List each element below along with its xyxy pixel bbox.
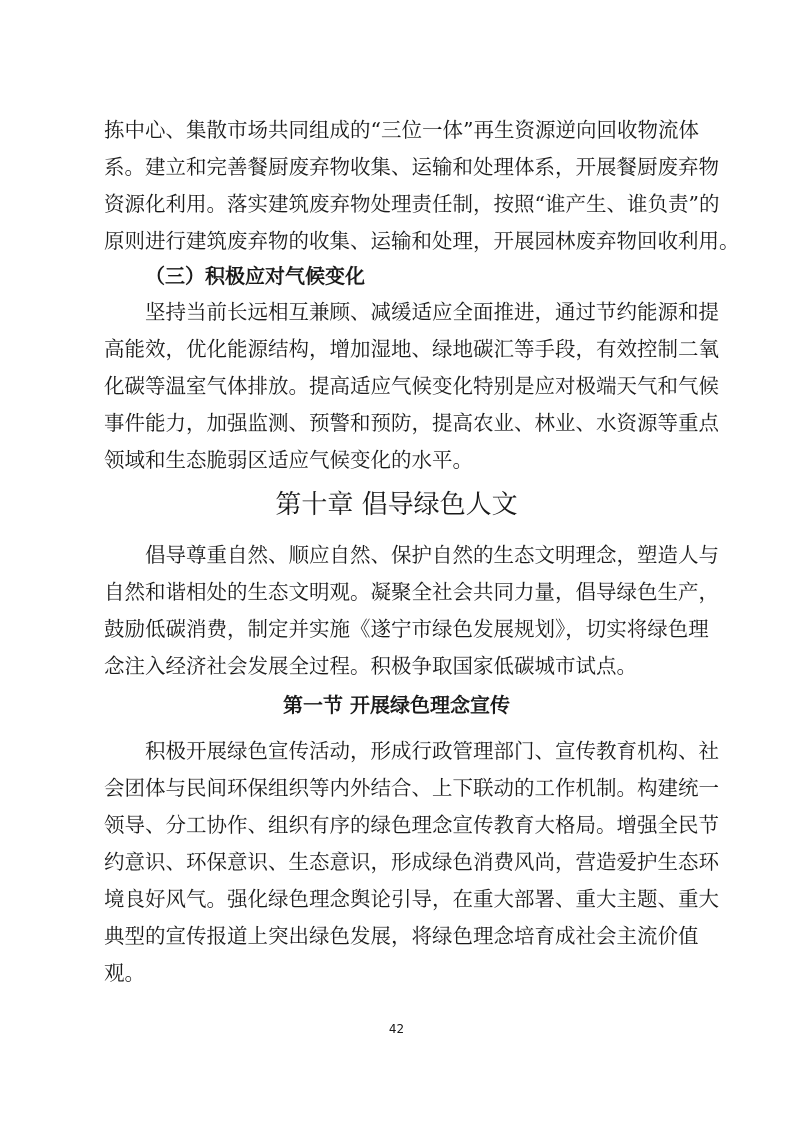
paragraph-line: 领域和生态脆弱区适应气候变化的水平。	[104, 448, 473, 472]
chapter-title: 第十章 倡导绿色人文	[275, 490, 518, 520]
paragraph-line: 领导、分工协作、组织有序的绿色理念宣传教育大格局。增强全民节	[104, 813, 719, 837]
subsection-heading: （三）积极应对气候变化	[145, 264, 365, 288]
paragraph-line: 坚持当前长远相互兼顾、减缓适应全面推进，通过节约能源和提	[104, 300, 719, 324]
paragraph-line: 事件能力，加强监测、预警和预防，提高农业、林业、水资源等重点	[104, 411, 719, 435]
paragraph-line: 高能效，优化能源结构，增加湿地、绿地碳汇等手段，有效控制二氧	[104, 337, 719, 361]
paragraph-line: 系。建立和完善餐厨废弃物收集、运输和处理体系，开展餐厨废弃物	[104, 155, 719, 179]
paragraph-line: 典型的宣传报道上突出绿色发展，将绿色理念培育成社会主流价值	[104, 924, 699, 948]
paragraph-line: 念注入经济社会发展全过程。积极争取国家低碳城市试点。	[104, 654, 637, 678]
paragraph-line: 自然和谐相处的生态文明观。凝聚全社会共同力量，倡导绿色生产，	[104, 580, 719, 604]
section-heading: 第一节 开展绿色理念宣传	[283, 693, 510, 717]
paragraph-line: 鼓励低碳消费，制定并实施《遂宁市绿色发展规划》，切实将绿色理	[104, 617, 709, 641]
paragraph-line: 倡导尊重自然、顺应自然、保护自然的生态文明理念，塑造人与	[104, 543, 719, 567]
paragraph-line: 拣中心、集散市场共同组成的“三位一体”再生资源逆向回收物流体	[104, 118, 699, 142]
paragraph-line: 资源化利用。落实建筑废弃物处理责任制，按照“谁产生、谁负责”的	[104, 192, 720, 216]
paragraph-line: 积极开展绿色宣传活动，形成行政管理部门、宣传教育机构、社	[104, 739, 719, 763]
paragraph-line: 约意识、环保意识、生态意识，形成绿色消费风尚，营造爱护生态环	[104, 850, 719, 874]
paragraph-line: 化碳等温室气体排放。提高适应气候变化特别是应对极端天气和气候	[104, 374, 719, 398]
page-number: 42	[388, 1022, 405, 1036]
paragraph-line: 观。	[104, 961, 145, 985]
paragraph-line: 会团体与民间环保组织等内外结合、上下联动的工作机制。构建统一	[104, 776, 719, 800]
paragraph-line: 境良好风气。强化绿色理念舆论引导，在重大部署、重大主题、重大	[104, 887, 719, 911]
paragraph-line: 原则进行建筑废弃物的收集、运输和处理，开展园林废弃物回收利用。	[104, 229, 740, 253]
